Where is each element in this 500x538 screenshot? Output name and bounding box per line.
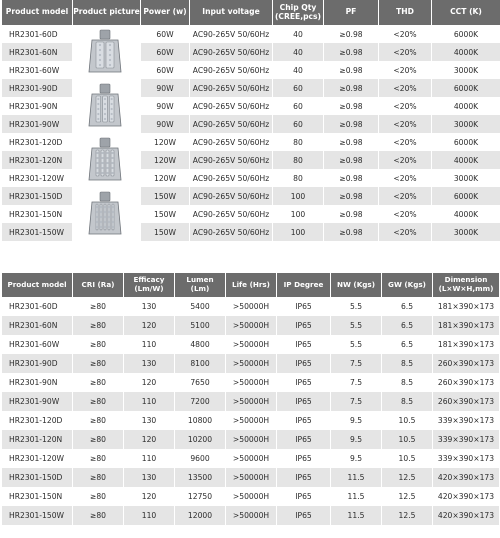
cell-power: 90W <box>141 79 189 97</box>
cell-cri: ≥80 <box>73 335 123 354</box>
table-row <box>2 449 499 468</box>
cell-input-voltage: AC90-265V 50/60Hz <box>190 151 272 169</box>
cell-lumen: 9600 <box>175 449 225 468</box>
product-picture <box>73 133 140 187</box>
cell-model: HR2301-90N <box>2 97 72 115</box>
cell-model: HR2301-60W <box>2 335 72 354</box>
cell-chip-qty: 100 <box>273 223 323 241</box>
cell-thd: <20% <box>379 187 431 205</box>
cell-efficacy: 120 <box>124 487 174 506</box>
product-picture <box>73 79 140 133</box>
cell-life: >50000H <box>226 392 276 411</box>
header-efficacy <box>124 273 174 297</box>
product-picture <box>73 187 140 241</box>
header-chip-qty-line2: (CREE,pcs) <box>274 11 322 21</box>
cell-model: HR2301-120W <box>2 169 72 187</box>
cell-life: >50000H <box>226 411 276 430</box>
cell-gw: 12.5 <box>382 468 432 487</box>
cell-cri: ≥80 <box>73 316 123 335</box>
cell-input-voltage: AC90-265V 50/60Hz <box>190 223 272 241</box>
cell-thd: <20% <box>379 115 431 133</box>
cell-pf: ≥0.98 <box>324 205 378 223</box>
cell-efficacy: 120 <box>124 373 174 392</box>
cell-life: >50000H <box>226 449 276 468</box>
cell-chip-qty: 40 <box>273 61 323 79</box>
header-chip-qty <box>273 0 323 25</box>
cell-input-voltage: AC90-265V 50/60Hz <box>190 169 272 187</box>
header-ip-degree: IP Degree <box>277 273 330 297</box>
cell-model: HR2301-90D <box>2 354 72 373</box>
cell-life: >50000H <box>226 487 276 506</box>
cell-pf: ≥0.98 <box>324 223 378 241</box>
cell-gw: 10.5 <box>382 449 432 468</box>
header-pf: PF <box>324 0 378 25</box>
header-power: Power (w) <box>141 0 189 25</box>
cell-chip-qty: 60 <box>273 97 323 115</box>
cell-lumen: 5400 <box>175 297 225 316</box>
cell-thd: <20% <box>379 25 431 43</box>
table-row <box>2 430 499 449</box>
cell-gw: 8.5 <box>382 354 432 373</box>
table-row <box>2 335 499 354</box>
table-separator <box>0 264 500 273</box>
cell-thd: <20% <box>379 133 431 151</box>
cell-cri: ≥80 <box>73 297 123 316</box>
table-row <box>2 187 500 205</box>
cell-dimension: 420×390×173 <box>433 487 499 506</box>
cell-nw: 9.5 <box>331 411 381 430</box>
table-row <box>2 133 500 151</box>
cell-power: 60W <box>141 61 189 79</box>
cell-nw: 7.5 <box>331 354 381 373</box>
header-efficacy-line2: (Lm/W) <box>134 284 164 293</box>
cell-chip-qty: 40 <box>273 25 323 43</box>
cell-cct: 3000K <box>432 169 500 187</box>
cell-model: HR2301-150W <box>2 506 72 525</box>
cell-input-voltage: AC90-265V 50/60Hz <box>190 25 272 43</box>
cell-model: HR2301-90N <box>2 373 72 392</box>
cell-gw: 10.5 <box>382 430 432 449</box>
cell-cri: ≥80 <box>73 430 123 449</box>
spec-table-electrical <box>1 0 500 241</box>
cell-model: HR2301-60N <box>2 43 72 61</box>
cell-lumen: 12000 <box>175 506 225 525</box>
cell-thd: <20% <box>379 43 431 61</box>
cell-model: HR2301-150W <box>2 223 72 241</box>
cell-model: HR2301-90D <box>2 79 72 97</box>
cell-input-voltage: AC90-265V 50/60Hz <box>190 205 272 223</box>
cell-chip-qty: 60 <box>273 115 323 133</box>
cell-efficacy: 130 <box>124 297 174 316</box>
cell-power: 90W <box>141 115 189 133</box>
cell-gw: 12.5 <box>382 487 432 506</box>
cell-nw: 9.5 <box>331 449 381 468</box>
cell-power: 150W <box>141 205 189 223</box>
cell-input-voltage: AC90-265V 50/60Hz <box>190 61 272 79</box>
cell-cri: ≥80 <box>73 468 123 487</box>
cell-ip-degree: IP65 <box>277 449 330 468</box>
cell-pf: ≥0.98 <box>324 151 378 169</box>
cell-input-voltage: AC90-265V 50/60Hz <box>190 187 272 205</box>
table-row <box>2 79 500 97</box>
cell-dimension: 260×390×173 <box>433 373 499 392</box>
cell-life: >50000H <box>226 354 276 373</box>
cell-power: 60W <box>141 43 189 61</box>
cell-ip-degree: IP65 <box>277 430 330 449</box>
cell-input-voltage: AC90-265V 50/60Hz <box>190 43 272 61</box>
cell-dimension: 339×390×173 <box>433 449 499 468</box>
header-dimension-line2: (L×W×H,mm) <box>438 284 494 293</box>
cell-ip-degree: IP65 <box>277 506 330 525</box>
cell-cct: 6000K <box>432 25 500 43</box>
cell-efficacy: 120 <box>124 316 174 335</box>
header-thd: THD <box>379 0 431 25</box>
table-row <box>2 411 499 430</box>
cell-cri: ≥80 <box>73 449 123 468</box>
header-chip-qty-line1: Chip Qty <box>279 2 317 12</box>
cell-model: HR2301-150D <box>2 187 72 205</box>
table-row <box>2 487 499 506</box>
header-product-picture: Product picture <box>73 0 140 25</box>
cell-gw: 10.5 <box>382 411 432 430</box>
cell-thd: <20% <box>379 79 431 97</box>
cell-efficacy: 110 <box>124 392 174 411</box>
floodlight-icon <box>87 190 123 238</box>
table-row <box>2 392 499 411</box>
cell-model: HR2301-120D <box>2 133 72 151</box>
cell-gw: 12.5 <box>382 506 432 525</box>
header-cri: CRI (Ra) <box>73 273 123 297</box>
cell-nw: 7.5 <box>331 373 381 392</box>
cell-cri: ≥80 <box>73 506 123 525</box>
cell-dimension: 339×390×173 <box>433 430 499 449</box>
cell-model: HR2301-60D <box>2 297 72 316</box>
cell-cct: 3000K <box>432 223 500 241</box>
cell-ip-degree: IP65 <box>277 468 330 487</box>
header-lumen-line1: Lumen <box>186 275 214 285</box>
cell-nw: 7.5 <box>331 392 381 411</box>
cell-dimension: 339×390×173 <box>433 411 499 430</box>
floodlight-icon <box>87 82 123 130</box>
cell-pf: ≥0.98 <box>324 61 378 79</box>
cell-thd: <20% <box>379 97 431 115</box>
cell-cct: 3000K <box>432 61 500 79</box>
cell-life: >50000H <box>226 430 276 449</box>
cell-efficacy: 110 <box>124 335 174 354</box>
cell-model: HR2301-60N <box>2 316 72 335</box>
cell-power: 150W <box>141 187 189 205</box>
cell-ip-degree: IP65 <box>277 373 330 392</box>
cell-life: >50000H <box>226 335 276 354</box>
cell-model: HR2301-120W <box>2 449 72 468</box>
cell-pf: ≥0.98 <box>324 115 378 133</box>
cell-chip-qty: 80 <box>273 169 323 187</box>
cell-model: HR2301-90W <box>2 392 72 411</box>
cell-thd: <20% <box>379 205 431 223</box>
cell-dimension: 260×390×173 <box>433 354 499 373</box>
table-row <box>2 354 499 373</box>
cell-gw: 6.5 <box>382 297 432 316</box>
cell-chip-qty: 40 <box>273 43 323 61</box>
header-cct: CCT (K) <box>432 0 500 25</box>
header-lumen-line2: (Lm) <box>190 284 210 293</box>
table-row <box>2 316 499 335</box>
cell-cri: ≥80 <box>73 392 123 411</box>
product-picture <box>73 25 140 79</box>
cell-power: 120W <box>141 133 189 151</box>
cell-model: HR2301-120D <box>2 411 72 430</box>
cell-model: HR2301-120N <box>2 151 72 169</box>
cell-nw: 5.5 <box>331 316 381 335</box>
cell-lumen: 10800 <box>175 411 225 430</box>
cell-cct: 4000K <box>432 97 500 115</box>
cell-life: >50000H <box>226 506 276 525</box>
cell-chip-qty: 100 <box>273 187 323 205</box>
header-product-model-2: Product model <box>2 273 72 297</box>
table-row <box>2 468 499 487</box>
cell-model: HR2301-90W <box>2 115 72 133</box>
table-row <box>2 373 499 392</box>
cell-nw: 5.5 <box>331 297 381 316</box>
cell-life: >50000H <box>226 316 276 335</box>
cell-model: HR2301-60W <box>2 61 72 79</box>
cell-ip-degree: IP65 <box>277 411 330 430</box>
cell-chip-qty: 100 <box>273 205 323 223</box>
header-nw: NW (Kgs) <box>331 273 381 297</box>
header-gw: GW (Kgs) <box>382 273 432 297</box>
cell-nw: 5.5 <box>331 335 381 354</box>
cell-pf: ≥0.98 <box>324 133 378 151</box>
header-dimension-line1: Dimension <box>444 275 488 285</box>
cell-cct: 6000K <box>432 79 500 97</box>
cell-efficacy: 120 <box>124 430 174 449</box>
cell-cct: 6000K <box>432 187 500 205</box>
cell-pf: ≥0.98 <box>324 187 378 205</box>
cell-lumen: 7200 <box>175 392 225 411</box>
cell-chip-qty: 80 <box>273 133 323 151</box>
cell-efficacy: 130 <box>124 354 174 373</box>
table-row <box>2 297 499 316</box>
cell-nw: 11.5 <box>331 468 381 487</box>
cell-cct: 4000K <box>432 151 500 169</box>
header-input-voltage: Input voltage <box>190 0 272 25</box>
cell-power: 120W <box>141 151 189 169</box>
header-product-model: Product model <box>2 0 72 25</box>
cell-ip-degree: IP65 <box>277 335 330 354</box>
cell-cri: ≥80 <box>73 411 123 430</box>
cell-lumen: 10200 <box>175 430 225 449</box>
floodlight-icon <box>87 136 123 184</box>
cell-efficacy: 130 <box>124 411 174 430</box>
cell-model: HR2301-150D <box>2 468 72 487</box>
cell-ip-degree: IP65 <box>277 392 330 411</box>
cell-life: >50000H <box>226 373 276 392</box>
cell-efficacy: 110 <box>124 449 174 468</box>
cell-cct: 6000K <box>432 133 500 151</box>
header-efficacy-line1: Efficacy <box>133 275 165 285</box>
cell-cct: 3000K <box>432 115 500 133</box>
cell-life: >50000H <box>226 468 276 487</box>
cell-chip-qty: 60 <box>273 79 323 97</box>
cell-efficacy: 130 <box>124 468 174 487</box>
cell-pf: ≥0.98 <box>324 79 378 97</box>
spec-table-optical-physical <box>1 273 500 525</box>
cell-ip-degree: IP65 <box>277 297 330 316</box>
cell-cct: 4000K <box>432 43 500 61</box>
cell-thd: <20% <box>379 169 431 187</box>
cell-gw: 6.5 <box>382 335 432 354</box>
cell-thd: <20% <box>379 223 431 241</box>
cell-ip-degree: IP65 <box>277 316 330 335</box>
cell-lumen: 8100 <box>175 354 225 373</box>
cell-gw: 8.5 <box>382 392 432 411</box>
cell-model: HR2301-60D <box>2 25 72 43</box>
cell-model: HR2301-150N <box>2 487 72 506</box>
cell-dimension: 181×390×173 <box>433 335 499 354</box>
cell-lumen: 13500 <box>175 468 225 487</box>
cell-pf: ≥0.98 <box>324 25 378 43</box>
cell-power: 120W <box>141 169 189 187</box>
cell-dimension: 260×390×173 <box>433 392 499 411</box>
table-row <box>2 25 500 43</box>
cell-pf: ≥0.98 <box>324 43 378 61</box>
cell-input-voltage: AC90-265V 50/60Hz <box>190 115 272 133</box>
cell-cri: ≥80 <box>73 354 123 373</box>
header-lumen <box>175 273 225 297</box>
cell-nw: 11.5 <box>331 506 381 525</box>
cell-thd: <20% <box>379 151 431 169</box>
cell-nw: 9.5 <box>331 430 381 449</box>
cell-dimension: 181×390×173 <box>433 297 499 316</box>
cell-input-voltage: AC90-265V 50/60Hz <box>190 97 272 115</box>
header-life: Life (Hrs) <box>226 273 276 297</box>
cell-dimension: 420×390×173 <box>433 506 499 525</box>
header-dimension <box>433 273 499 297</box>
cell-chip-qty: 80 <box>273 151 323 169</box>
cell-power: 90W <box>141 97 189 115</box>
cell-dimension: 420×390×173 <box>433 468 499 487</box>
cell-efficacy: 110 <box>124 506 174 525</box>
cell-pf: ≥0.98 <box>324 169 378 187</box>
floodlight-icon <box>87 28 123 76</box>
cell-ip-degree: IP65 <box>277 354 330 373</box>
cell-model: HR2301-150N <box>2 205 72 223</box>
cell-power: 60W <box>141 25 189 43</box>
cell-dimension: 181×390×173 <box>433 316 499 335</box>
cell-gw: 6.5 <box>382 316 432 335</box>
table-row <box>2 506 499 525</box>
cell-cri: ≥80 <box>73 373 123 392</box>
cell-lumen: 12750 <box>175 487 225 506</box>
cell-cri: ≥80 <box>73 487 123 506</box>
cell-nw: 11.5 <box>331 487 381 506</box>
cell-gw: 8.5 <box>382 373 432 392</box>
cell-input-voltage: AC90-265V 50/60Hz <box>190 79 272 97</box>
cell-thd: <20% <box>379 61 431 79</box>
cell-model: HR2301-120N <box>2 430 72 449</box>
cell-lumen: 7650 <box>175 373 225 392</box>
cell-lumen: 4800 <box>175 335 225 354</box>
cell-cct: 4000K <box>432 205 500 223</box>
cell-input-voltage: AC90-265V 50/60Hz <box>190 133 272 151</box>
cell-power: 150W <box>141 223 189 241</box>
cell-life: >50000H <box>226 297 276 316</box>
cell-ip-degree: IP65 <box>277 487 330 506</box>
cell-lumen: 5100 <box>175 316 225 335</box>
cell-pf: ≥0.98 <box>324 97 378 115</box>
